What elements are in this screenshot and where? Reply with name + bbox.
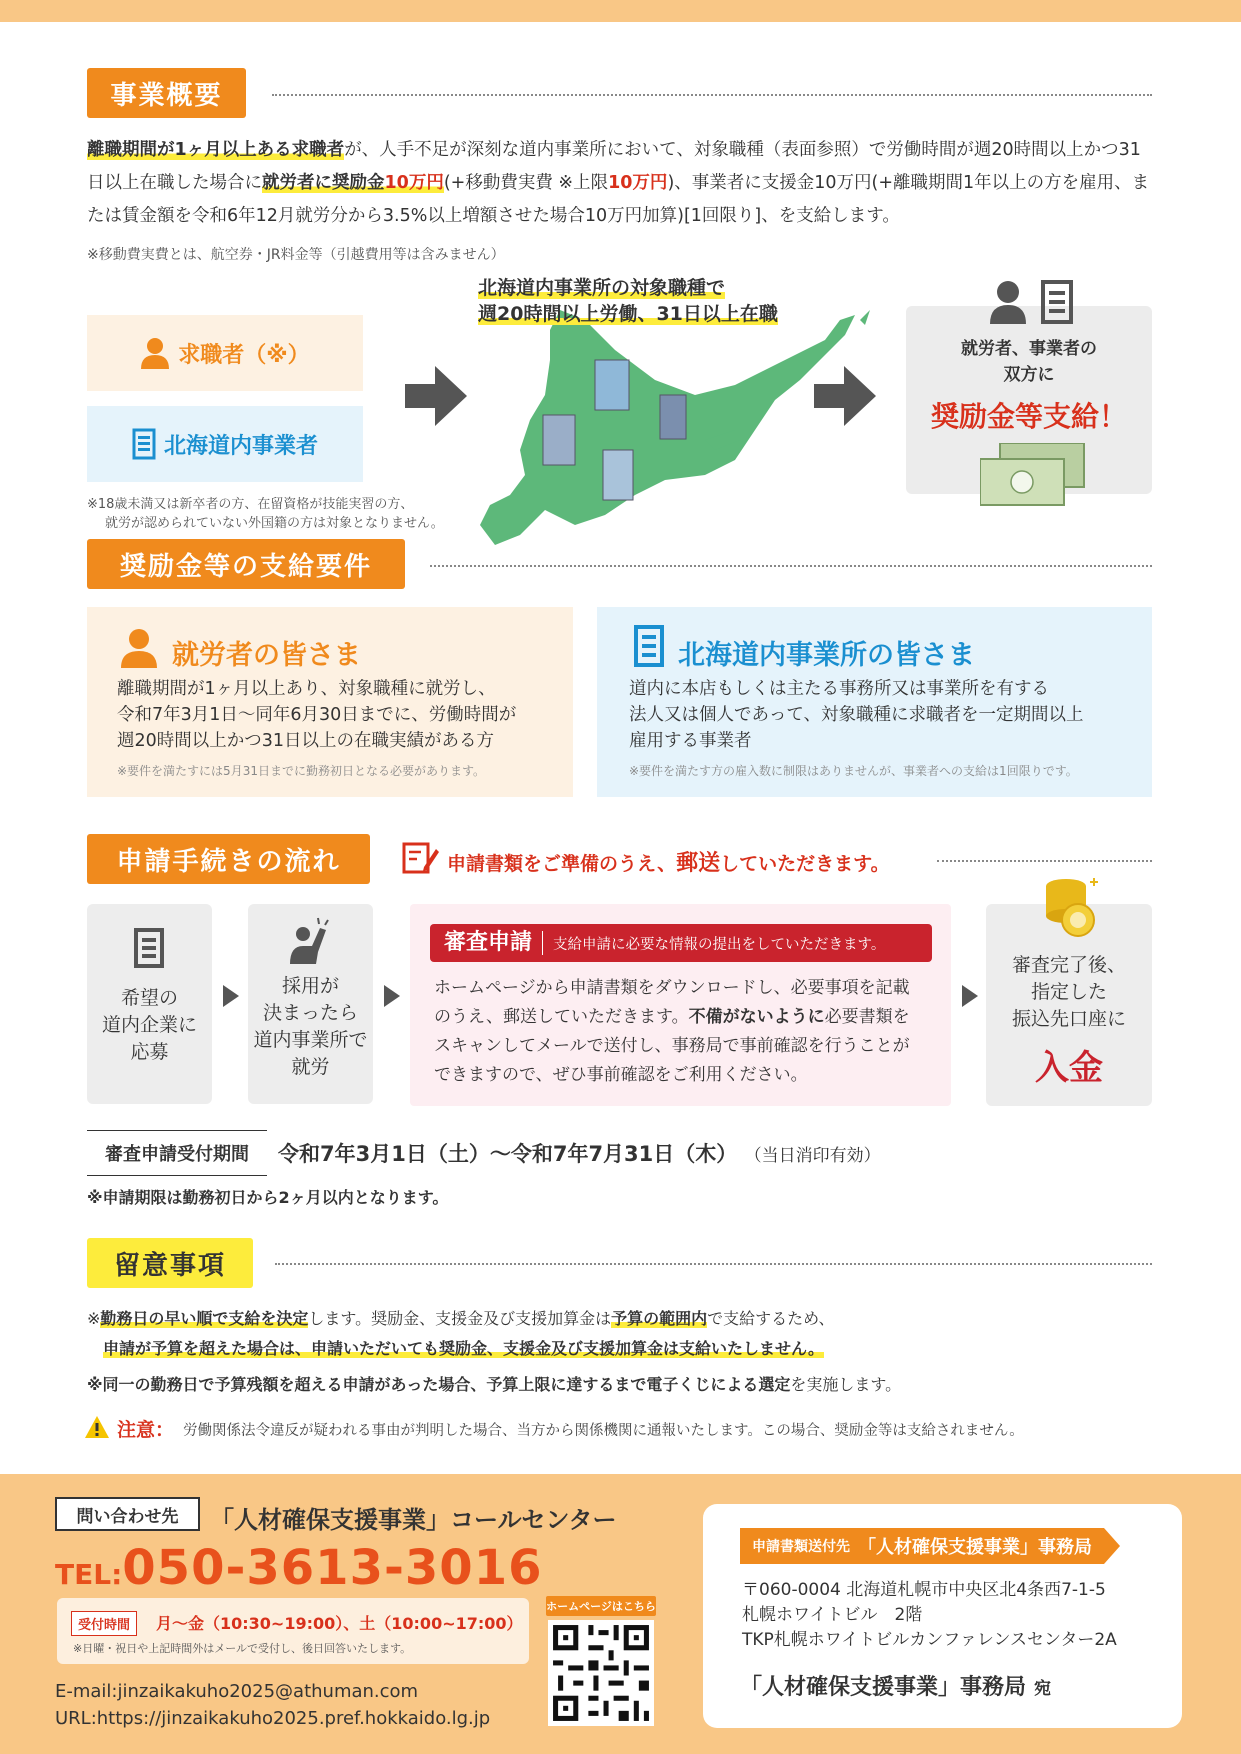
travel-limit: 10万円 [608,173,668,193]
result-line-2: 双方に [1003,365,1055,385]
mail-notice-b: 郵送 [676,851,721,876]
step-apply-text: 希望の 道内企業に 応募 [101,987,197,1063]
addressee [740,1670,1051,1701]
step-arrow-icon [223,985,239,1007]
caution-text: 労働関係法令違反が疑われる事由が判明した場合、当方から関係機関に通報いたします。この場合、奨励金等は支給されません。 [183,1423,1024,1439]
review-subtitle: 支給申請に必要な情報の提出をしていただきます。 [553,936,886,953]
building-icon [1040,280,1074,324]
notes-title: 留意事項 [87,1238,253,1288]
worker-line-3: 週20時間以上かつ31日以上の在職実績がある方 [117,731,495,751]
divider [430,565,1152,567]
business-line-1: 道内に本店もしくは主たる事務所又は事業所を有する [629,679,1049,699]
jobseeker-label: 求職者（※） [178,342,310,368]
business-requirements-text [629,676,1083,754]
reward-amount: 10万円 [384,173,444,193]
worker-note: ※要件を満たすには5月31日までに勤務初日となる必要があります。 [117,764,486,778]
requirements-title: 奨励金等の支給要件 [87,539,405,589]
footnote-line-2: 就労が認められていない外国籍の方は対象となりません。 [105,516,444,531]
note-2: ※同一の勤務日で予算残額を超える申請があった場合、予算上限に達するまで電子くじによる選定を実施します。 [87,1375,902,1394]
hokkaido-map [465,300,875,552]
email[interactable]: E-mail:jinzaikakuho2025@athuman.com [55,1681,419,1702]
overview-paragraph [87,134,1157,233]
business-line-3: 雇用する事業者 [629,731,752,751]
review-text: ホームページから申請書類をダウンロードし、必要事項を記載 のうえ、郵送していただきます。不備がないように必要書類を スキャンしてメールで送付し、事務局で事前確認を行うことが できますので、ぜひ事前確認をご利用ください。 [434,978,910,1085]
business-line-2: 法人又は個人であって、対象職種に求職者を一定期間以上 [629,705,1084,725]
diagram-footnote [87,495,444,533]
divider [272,94,1152,96]
map-caption [478,275,778,327]
money-icon [980,443,1086,507]
hours-label: 受付時間 [71,1611,137,1636]
overview-note: ※移動費実費とは、航空券・JR料金等（引越費用等は含みません） [87,247,505,263]
contact-label: 問い合わせ先 [55,1497,200,1531]
tel-prefix: TEL: [55,1558,123,1591]
send-name: 「人材確保支援事業」事務局 [858,1537,1092,1558]
building-icon [133,928,165,968]
deadline-note: ※申請期限は勤務初日から2ヶ月以内となります。 [87,1188,449,1207]
divider [937,860,1152,862]
step-payment-text: 審査完了後、 指定した 振込先口座に [1011,954,1126,1030]
period-dates: 令和7年3月1日（土）～令和7年7月31日（木） [278,1142,738,1166]
send-header-arrow [1104,1528,1120,1564]
caution-label: 注意： [117,1419,175,1441]
qr-label: ホームページはこちら [546,1596,656,1616]
step-employed-text: 採用が 決まったら 道内事業所で 就労 [253,975,368,1078]
overview-text-c: )、事業者に支援金10万円(+離職期間1年以上の方を雇用、または賃金額を令和6年12月就労分から3.5%以上増額させた場合10万円加算)[1回限り]、を支給します。 [87,173,1150,226]
arrow-right-icon [405,366,467,426]
addressee-name: 「人材確保支援事業」事務局 [740,1675,1027,1700]
worker-line-1: 離職期間が1ヶ月以上あり、対象職種に就労し、 [117,679,496,699]
review-tag: 審査申請 [430,931,543,955]
raised-hand-person-icon [286,916,336,966]
map-caption-line-1: 北海道内事業所の対象職種で [478,277,726,299]
period-value [278,1138,881,1168]
person-icon [140,337,170,369]
warning-icon [84,1415,110,1439]
address-line-1: 〒060-0004 北海道札幌市中央区北4条西7-1-5 [742,1580,1106,1600]
business-title: 北海道内事業所の皆さま [678,640,975,671]
review-header [430,924,932,962]
building-icon [132,428,156,460]
step-arrow-icon [384,985,400,1007]
document-pen-icon [402,841,440,875]
period-label: 審査申請受付期間 [87,1130,267,1176]
call-center-name: 「人材確保支援事業」コールセンター [210,1506,617,1534]
note-1: ※勤務日の早い順で支給を決定します。奨励金、支援金及び支援加算金は予算の範囲内で支給するため、 申請が予算を超えた場合は、申請いただいても奨励金、支援金及び支援加算金は支給いたしません。 [87,1309,835,1358]
overview-title: 事業概要 [87,68,246,118]
period-suffix: （当日消印有効） [744,1146,881,1166]
person-icon [121,628,157,668]
addressee-suffix: 宛 [1034,1679,1052,1699]
mail-notice-a: 申請書類をご準備のうえ、 [447,853,677,875]
address-line-2: 札幌ホワイトビル 2階 [742,1605,923,1625]
worker-title: 就労者の皆さま [172,640,361,671]
url[interactable]: URL:https://jinzaikakuho2025.pref.hokkaido.lg.jp [55,1708,491,1729]
business-note: ※要件を満たす方の雇入数に制限はありませんが、事業者への支給は1回限りです。 [629,764,1078,778]
jobseeker-box [87,315,363,391]
highlight-jobseeker: 離職期間が1ヶ月以上ある求職者 [87,140,345,160]
send-header [740,1528,1180,1564]
result-headline: 奨励金等支給！ [930,400,1127,433]
hours-text: 月～金（10:30~19:00）、土（10:00~17:00） [156,1614,523,1633]
employer-label: 北海道内事業者 [163,433,318,459]
worker-line-2: 令和7年3月1日～同年6月30日までに、労働時間が [117,705,517,725]
mail-notice-c: していただきます。 [720,853,890,875]
employer-box [87,406,363,482]
top-bar [0,0,1241,22]
tel[interactable] [55,1540,543,1596]
overview-text-a: が、人手不足が深刻な道内事業所において、対象職種（表面参照）で労働時間が週20時間以上かつ31日以上在職した場合に [87,140,1141,193]
building-icon [634,625,664,667]
divider [275,1263,1152,1265]
mail-notice [447,846,890,877]
flow-title: 申請手続きの流れ [87,834,370,884]
tel-number[interactable]: 050-3613-3016 [122,1540,543,1596]
address-line-3: TKP札幌ホワイトビルカンファレンスセンター2A [742,1630,1117,1650]
mail-address [742,1578,1117,1653]
highlight-reward: 就労者に奨励金 [262,173,385,193]
hours-note: ※日曜・祝日や上記時間外はメールで受付し、後日回答いたします。 [73,1642,412,1655]
coins-icon [1040,874,1102,940]
worker-requirements-text [117,676,516,754]
map-caption-line-2: 週20時間以上労働、31日以上在職 [478,303,778,325]
person-icon [990,280,1026,324]
overview-text-b: (+移動費実費 ※上限 [443,173,609,193]
result-line-1: 就労者、事業者の [961,339,1097,359]
send-header-bar [740,1528,1104,1564]
step-arrow-icon [962,985,978,1007]
footnote-line-1: ※18歳未満又は新卒者の方、在留資格が技能実習の方、 [87,497,414,512]
qr-code[interactable] [548,1620,654,1726]
send-label: 申請書類送付先 [752,1539,850,1555]
payment-label: 入金 [1035,1048,1103,1088]
result-text [906,336,1152,388]
